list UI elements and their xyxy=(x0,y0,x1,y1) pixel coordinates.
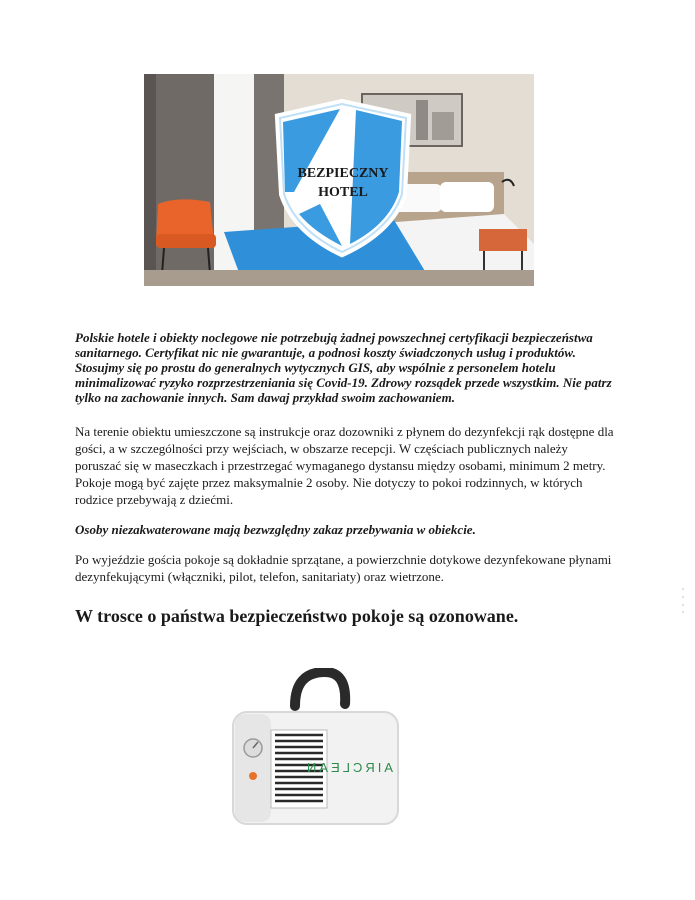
hotel-room-illustration xyxy=(144,74,534,286)
hygiene-paragraph: Na terenie obiektu umieszczone są instrukcje oraz dozowniki z płynem do dezynfekcji rąk dostępne dla gości, a w szczególności przy wejściach, w obszarze recepcji. W częściach publicznych należy poruszać się w maseczkach i przestrzegać wymaganego dystansu między osobami, minimum 2 metry. Pokoje mogą być zajęte przez maksymalnie 2 osoby. Nie dotyczy to pokoi rodzinnych, w których rodzice przebywają z dziećmi. xyxy=(75,424,614,507)
ozone-generator-image xyxy=(225,668,410,833)
hero-image xyxy=(144,74,534,286)
power-indicator xyxy=(249,772,257,780)
ozonation-headline: W trosce o państwa bezpieczeństwo pokoje są ozonowane. xyxy=(75,606,519,626)
cleaning-paragraph: Po wyjeździe gościa pokoje są dokładnie sprzątane, a powierzchnie dotykowe dezynfekowane płynami dezynfekującymi (włączniki, pilot, telefon, sanitariaty) oraz wietrzone. xyxy=(75,552,612,584)
brand-label: AIRCLEAN xyxy=(303,760,393,775)
nightstand xyxy=(479,229,527,251)
visitor-notice: Osoby niezakwaterowane mają bezwzględny zakaz przebywania w obiekcie. xyxy=(75,522,476,537)
scan-artifact xyxy=(681,585,685,615)
document-body xyxy=(75,330,615,627)
intro-paragraph-1: Polskie hotele i obiekty noclegowe nie potrzebują żadnej powszechnej certyfikacji bezpieczeństwa sanitarnego. Certyfikat nic nie gwarantuje, a podnosi koszty świadczonych usług i produktów. xyxy=(75,330,593,360)
handle xyxy=(295,672,345,706)
intro-paragraph-2: Stosujmy się po prostu do generalnych wytycznych GIS, aby wspólnie z personelem hotelu minimalizować ryzyko rozprzestrzeniania się Covid-19. Zdrowy rozsądek przede wszystkim. Nie patrz tylko na zachowanie innych. Sam dawaj przykład swoim zachowaniem. xyxy=(75,360,612,405)
shield-title-line1: BEZPIECZNY xyxy=(297,166,389,181)
shield-title-line2: HOTEL xyxy=(318,185,368,200)
